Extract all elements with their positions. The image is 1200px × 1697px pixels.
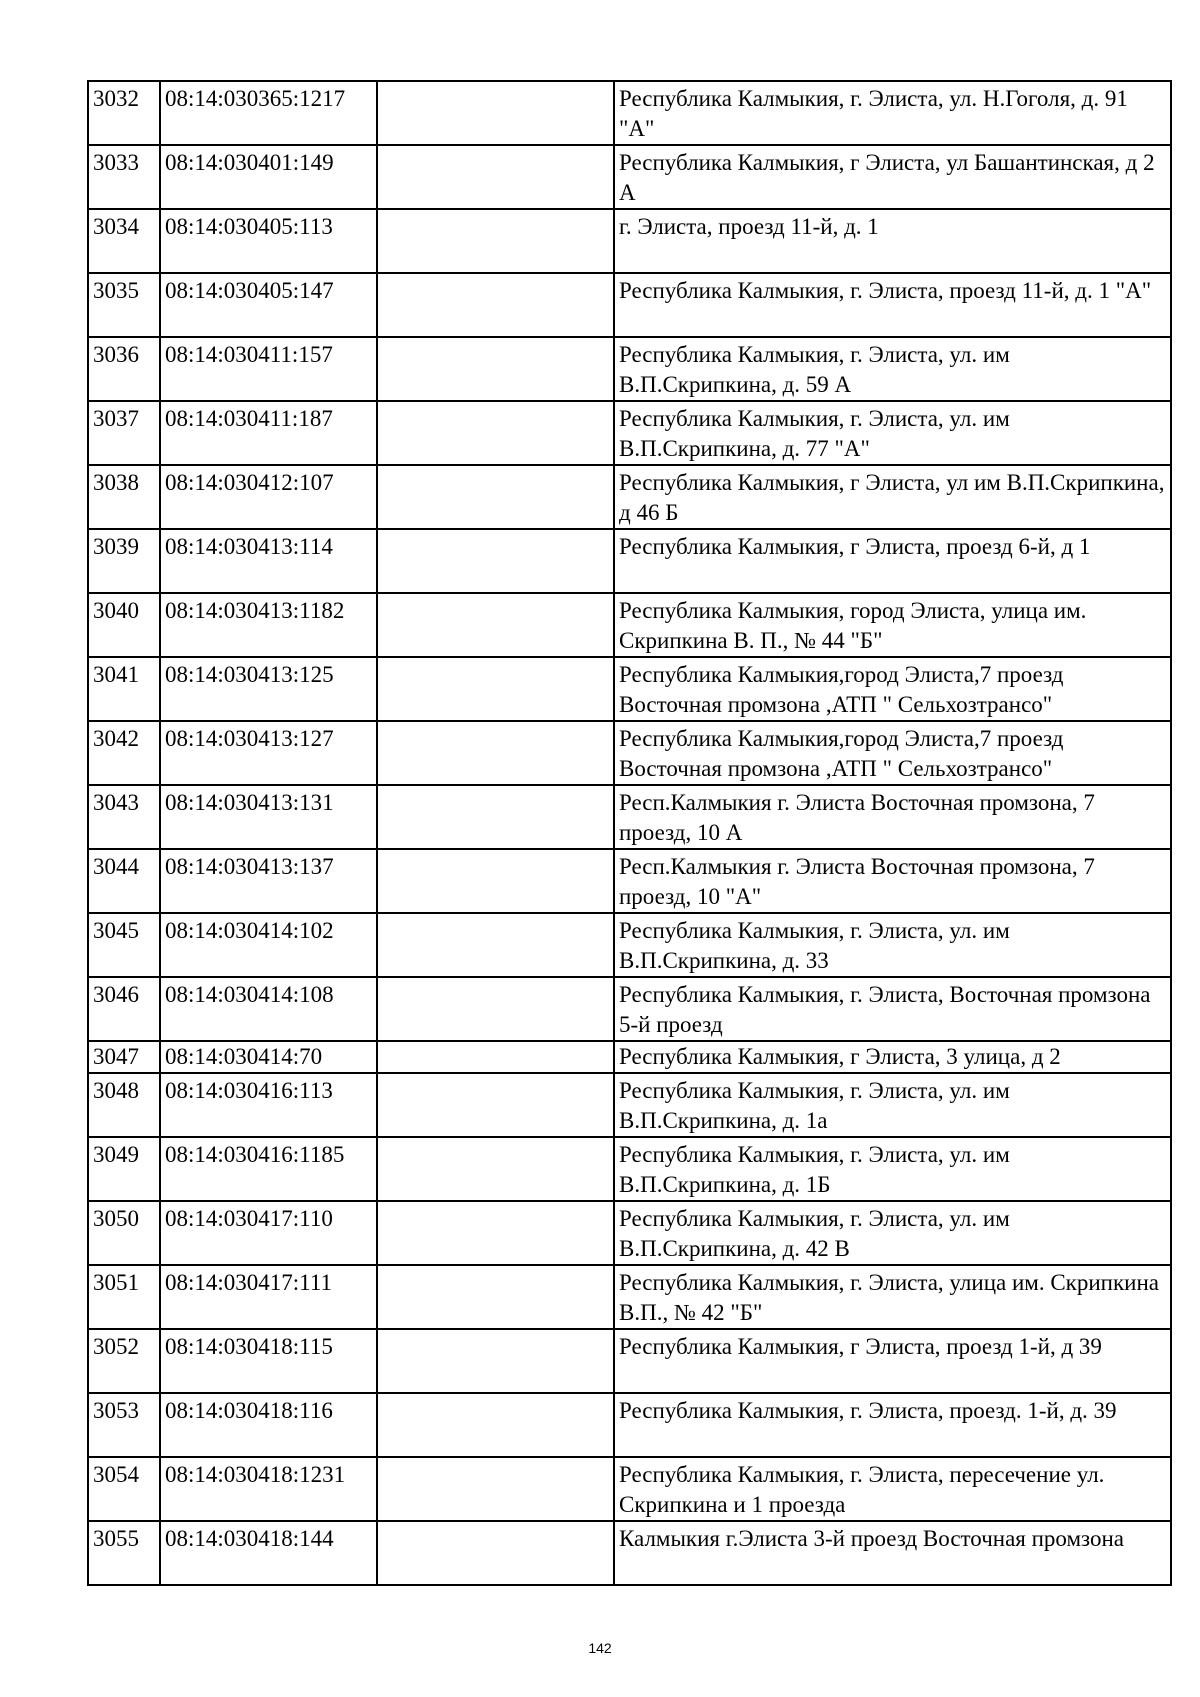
cadastral-number-cell: 08:14:030416:113 [160, 1073, 377, 1137]
address-cell: Республика Калмыкия, г Элиста, ул Башантинская, д 2 А [614, 145, 1171, 209]
row-number-cell: 3039 [88, 529, 160, 593]
cadastral-number-cell: 08:14:030413:125 [160, 657, 377, 721]
row-number-cell: 3032 [88, 81, 160, 145]
address-cell: Республика Калмыкия, город Элиста, улица им. Скрипкина В. П., № 44 "Б" [614, 593, 1171, 657]
table-row [88, 785, 1171, 849]
cadastral-number-cell: 08:14:030417:110 [160, 1201, 377, 1265]
cadastral-number-cell: 08:14:030413:131 [160, 785, 377, 849]
table-row [88, 1329, 1171, 1393]
table-row [88, 465, 1171, 529]
table-row [88, 209, 1171, 273]
row-number-cell: 3045 [88, 913, 160, 977]
document-sheet [87, 80, 1170, 1586]
cadastral-number-cell: 08:14:030413:137 [160, 849, 377, 913]
blank-cell [377, 849, 614, 913]
blank-cell [377, 785, 614, 849]
blank-cell [377, 593, 614, 657]
cadastral-number-cell: 08:14:030411:157 [160, 337, 377, 401]
address-cell: Калмыкия г.Элиста 3-й проезд Восточная промзона [614, 1521, 1171, 1585]
address-cell: Республика Калмыкия, г. Элиста, пересечение ул. Скрипкина и 1 проезда [614, 1457, 1171, 1521]
table-row [88, 1041, 1171, 1073]
cadastral-number-cell: 08:14:030405:147 [160, 273, 377, 337]
row-number-cell: 3038 [88, 465, 160, 529]
address-cell: Республика Калмыкия, г. Элиста, проезд. 1-й, д. 39 [614, 1393, 1171, 1457]
row-number-cell: 3036 [88, 337, 160, 401]
address-cell: Республика Калмыкия, г. Элиста, Восточная промзона 5-й проезд [614, 977, 1171, 1041]
table-row [88, 401, 1171, 465]
address-cell: Республика Калмыкия, г. Элиста, ул. им В.П.Скрипкина, д. 33 [614, 913, 1171, 977]
row-number-cell: 3037 [88, 401, 160, 465]
address-cell: Республика Калмыкия, г. Элиста, ул. им В.П.Скрипкина, д. 59 А [614, 337, 1171, 401]
cadastral-number-cell: 08:14:030416:1185 [160, 1137, 377, 1201]
row-number-cell: 3049 [88, 1137, 160, 1201]
page-number: 142 [588, 1640, 612, 1656]
address-cell: Респ.Калмыкия г. Элиста Восточная промзона, 7 проезд, 10 "А" [614, 849, 1171, 913]
cadastral-number-cell: 08:14:030412:107 [160, 465, 377, 529]
table-row [88, 657, 1171, 721]
cadastral-number-cell: 08:14:030417:111 [160, 1265, 377, 1329]
address-cell: Республика Калмыкия,город Элиста,7 проезд Восточная промзона ,АТП " Сельхозтрансо" [614, 657, 1171, 721]
row-number-cell: 3047 [88, 1041, 160, 1073]
table-row [88, 849, 1171, 913]
table-row [88, 721, 1171, 785]
table-row [88, 593, 1171, 657]
blank-cell [377, 273, 614, 337]
row-number-cell: 3041 [88, 657, 160, 721]
table-row [88, 1073, 1171, 1137]
table-row [88, 1265, 1171, 1329]
blank-cell [377, 657, 614, 721]
blank-cell [377, 1393, 614, 1457]
address-cell: Республика Калмыкия, г Элиста, проезд 1-й, д 39 [614, 1329, 1171, 1393]
blank-cell [377, 1137, 614, 1201]
cadastral-number-cell: 08:14:030401:149 [160, 145, 377, 209]
blank-cell [377, 337, 614, 401]
cadastral-number-cell: 08:14:030413:1182 [160, 593, 377, 657]
row-number-cell: 3034 [88, 209, 160, 273]
cadastral-number-cell: 08:14:030418:144 [160, 1521, 377, 1585]
row-number-cell: 3051 [88, 1265, 160, 1329]
address-cell: Республика Калмыкия, г. Элиста, ул. им В.П.Скрипкина, д. 42 В [614, 1201, 1171, 1265]
blank-cell [377, 1073, 614, 1137]
table-row [88, 529, 1171, 593]
row-number-cell: 3052 [88, 1329, 160, 1393]
cadastral-number-cell: 08:14:030418:116 [160, 1393, 377, 1457]
table-row [88, 337, 1171, 401]
cadastral-number-cell: 08:14:030413:114 [160, 529, 377, 593]
row-number-cell: 3053 [88, 1393, 160, 1457]
address-cell: г. Элиста, проезд 11-й, д. 1 [614, 209, 1171, 273]
blank-cell [377, 721, 614, 785]
blank-cell [377, 977, 614, 1041]
table-row [88, 977, 1171, 1041]
blank-cell [377, 1201, 614, 1265]
address-cell: Республика Калмыкия,город Элиста,7 проезд Восточная промзона ,АТП " Сельхозтрансо" [614, 721, 1171, 785]
address-cell: Республика Калмыкия, г. Элиста, ул. им В.П.Скрипкина, д. 1Б [614, 1137, 1171, 1201]
address-cell: Респ.Калмыкия г. Элиста Восточная промзона, 7 проезд, 10 А [614, 785, 1171, 849]
table-row [88, 81, 1171, 145]
table-row [88, 145, 1171, 209]
row-number-cell: 3046 [88, 977, 160, 1041]
address-cell: Республика Калмыкия, г Элиста, ул им В.П.Скрипкина, д 46 Б [614, 465, 1171, 529]
address-cell: Республика Калмыкия, г. Элиста, ул. Н.Гоголя, д. 91 "А" [614, 81, 1171, 145]
row-number-cell: 3054 [88, 1457, 160, 1521]
address-cell: Республика Калмыкия, г Элиста, 3 улица, д 2 [614, 1041, 1171, 1073]
cadastral-number-cell: 08:14:030418:115 [160, 1329, 377, 1393]
table-row [88, 1201, 1171, 1265]
cadastral-number-cell: 08:14:030418:1231 [160, 1457, 377, 1521]
cadastral-number-cell: 08:14:030414:102 [160, 913, 377, 977]
registry-table [87, 80, 1172, 1586]
cadastral-number-cell: 08:14:030413:127 [160, 721, 377, 785]
row-number-cell: 3050 [88, 1201, 160, 1265]
blank-cell [377, 1457, 614, 1521]
table-row [88, 273, 1171, 337]
blank-cell [377, 145, 614, 209]
blank-cell [377, 401, 614, 465]
blank-cell [377, 1329, 614, 1393]
table-row [88, 1393, 1171, 1457]
table-row [88, 1521, 1171, 1585]
blank-cell [377, 465, 614, 529]
blank-cell [377, 81, 614, 145]
blank-cell [377, 529, 614, 593]
cadastral-number-cell: 08:14:030405:113 [160, 209, 377, 273]
blank-cell [377, 1265, 614, 1329]
row-number-cell: 3042 [88, 721, 160, 785]
cadastral-number-cell: 08:14:030414:70 [160, 1041, 377, 1073]
address-cell: Республика Калмыкия, г Элиста, проезд 6-й, д 1 [614, 529, 1171, 593]
row-number-cell: 3040 [88, 593, 160, 657]
blank-cell [377, 209, 614, 273]
cadastral-number-cell: 08:14:030365:1217 [160, 81, 377, 145]
address-cell: Республика Калмыкия, г. Элиста, проезд 11-й, д. 1 "А" [614, 273, 1171, 337]
blank-cell [377, 1521, 614, 1585]
table-row [88, 1137, 1171, 1201]
address-cell: Республика Калмыкия, г. Элиста, ул. им В.П.Скрипкина, д. 1а [614, 1073, 1171, 1137]
row-number-cell: 3035 [88, 273, 160, 337]
registry-table-body [88, 81, 1171, 1585]
address-cell: Республика Калмыкия, г. Элиста, улица им. Скрипкина В.П., № 42 "Б" [614, 1265, 1171, 1329]
row-number-cell: 3043 [88, 785, 160, 849]
table-row [88, 913, 1171, 977]
row-number-cell: 3033 [88, 145, 160, 209]
cadastral-number-cell: 08:14:030411:187 [160, 401, 377, 465]
blank-cell [377, 913, 614, 977]
cadastral-number-cell: 08:14:030414:108 [160, 977, 377, 1041]
row-number-cell: 3044 [88, 849, 160, 913]
table-row [88, 1457, 1171, 1521]
row-number-cell: 3048 [88, 1073, 160, 1137]
row-number-cell: 3055 [88, 1521, 160, 1585]
address-cell: Республика Калмыкия, г. Элиста, ул. им В.П.Скрипкина, д. 77 "А" [614, 401, 1171, 465]
blank-cell [377, 1041, 614, 1073]
